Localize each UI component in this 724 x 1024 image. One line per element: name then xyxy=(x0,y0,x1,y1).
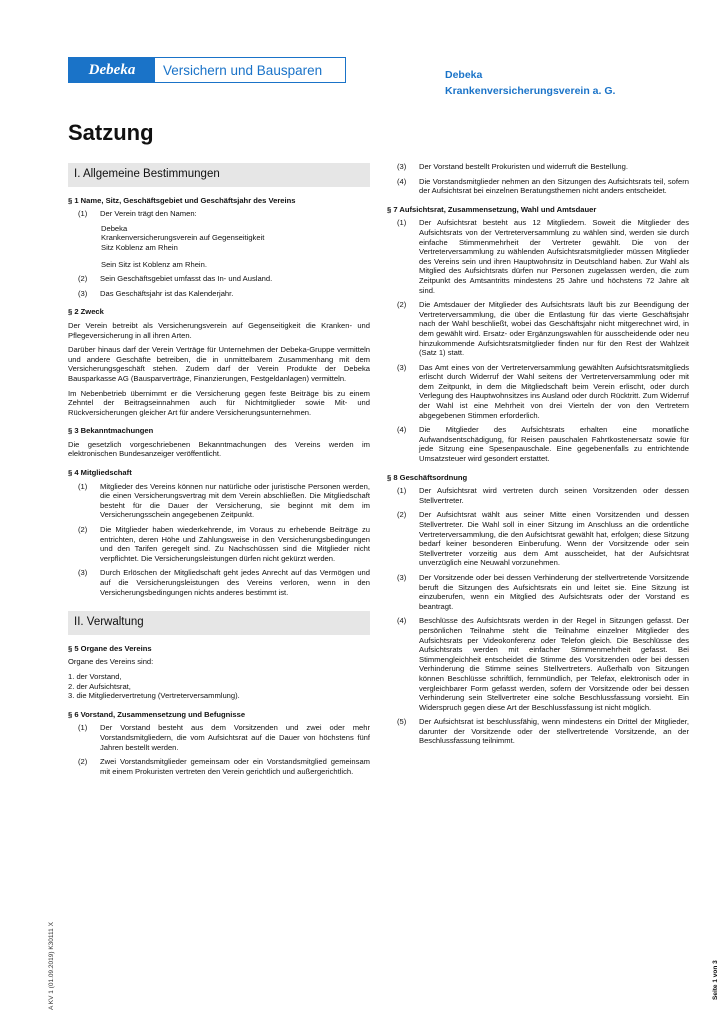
item-number: (5) xyxy=(397,717,407,727)
item-number: (2) xyxy=(78,757,88,767)
list-item xyxy=(387,510,689,568)
item-text: Der Aufsichtsrat ist beschlussfähig, wenn mindestens ein Drittel der Mitglieder, darunter der Vorsitzende oder der stellvertretende Vorsitzende, an der Beschlussfassung teilnimmt. xyxy=(419,717,689,746)
item-text: Die Amtsdauer der Mitglieder des Aufsichtsrats läuft bis zur Beendigung der Vertreterversammlung, die über die Entlastung für das vierte Geschäftsjahr nach der Wahl beschließt, wobei das Geschäftsjahr nicht mitgerechnet wird, in dem gewählt wird. Ersatz- oder Ergänzungswahlen für ausscheidende oder neu hinzukommende Aufsichtsratsmitglieder finden nur für den Rest der Wahlzeit (Satz 1) statt. xyxy=(419,300,689,358)
item-text: Der Verein trägt den Namen: xyxy=(100,209,197,219)
item-text: Die Vorstandsmitglieder nehmen an den Sitzungen des Aufsichtsrats teil, sofern der Aufsichtsrat bei einzelnen Beratungsthemen nicht anders entscheidet. xyxy=(419,176,689,196)
form-code: A KV 1 (01.09.2019) K30111 X xyxy=(48,922,55,1010)
item-number: (3) xyxy=(397,162,407,171)
company-line-2: Krankenversicherungsverein a. G. xyxy=(445,85,616,97)
item-text: Das Amt eines von der Vertreterversammlung gewählten Aufsichtsratsmitglieds erlischt durch Widerruf der Wahl seitens der Vertreterversammlung oder mit dem Zeitpunkt, in dem die Mitgliedschaft beim Verein erlischt, oder durch Verlegung des Hauptwohnsitzes ins Ausland oder durch Rücktritt. Zum Widerruf der Wahl ist eine Mehrheit von drei Vierteln der von den Vertretern abgegebenen Stimmen erforderlich. xyxy=(419,362,689,420)
list-item xyxy=(68,274,370,284)
list-item xyxy=(68,568,370,597)
list-item xyxy=(387,218,689,295)
item-number: (4) xyxy=(397,616,407,626)
list-item xyxy=(387,162,689,172)
item-text: Die Mitglieder haben wiederkehrende, im Voraus zu erhebende Beiträge zu entrichten, deren Höhe und Zahlungsweise in den Versicherungsbedingungen und den Tarifen geregelt sind. Zu Nachschüssen sind die Mitglieder nicht verpflichtet. Die Versicherungsleistungen dürfen nicht gekürzt werden. xyxy=(100,525,370,563)
paragraph-heading-7: § 7 Aufsichtsrat, Zusammensetzung, Wahl und Amtsdauer xyxy=(387,204,597,214)
item-number: (3) xyxy=(397,362,407,372)
list-item: 1. der Vorstand, xyxy=(68,671,122,681)
list-item xyxy=(68,482,370,520)
list-item xyxy=(387,717,689,746)
item-text: Der Aufsichtsrat wird vertreten durch seinen Vorsitzenden oder dessen Stellvertreter. xyxy=(419,486,689,505)
logo-tagline: Versichern und Bausparen xyxy=(163,62,323,78)
logo-wordmark: Debeka xyxy=(69,58,155,82)
company-name xyxy=(445,67,615,99)
paragraph-heading-5: § 5 Organe des Vereins xyxy=(68,643,152,653)
list-item xyxy=(68,757,370,776)
association-name-line: Krankenversicherungsverein auf Gegenseitigkeit xyxy=(101,233,265,243)
list-item: 2. der Aufsichtsrat, xyxy=(68,681,131,691)
section-heading-administration: II. Verwaltung xyxy=(68,611,370,635)
list-item xyxy=(68,289,370,299)
list-item xyxy=(387,573,689,611)
paragraph-heading-1: § 1 Name, Sitz, Geschäftsgebiet und Geschäftsjahr des Vereins xyxy=(68,195,296,205)
company-line-1: Debeka xyxy=(445,69,483,81)
item-text: Beschlüsse des Aufsichtsrats werden in der Regel in Sitzungen gefasst. Der persönlichen Teilnahme steht die Teilnahme einzelner Mitglieder des Aufsichtsrats per Videokonferenz oder Telefon gleich. Die Beschlüsse des Aufsichtsrats werden mit einfacher Stimmenmehrheit gefasst. Bei Stimmengleichheit entscheidet die Stimme des Vorsitzenden oder bei dessen Verhinderung die Stimme seines Stellvertreters. Außerhalb von Sitzungen können Beschlüsse schriftlich, fernmündlich, per Telefax, elektronisch oder in vergleichbarer Form gefasst werden, sofern der Vorsitzende oder bei dessen Verhinderung sein Stellvertreter eine solche Beschlussfassung vorsieht. Ein Widerspruch gegen diese Art der Beschlussfassung ist nicht möglich. xyxy=(419,616,689,712)
left-column xyxy=(68,163,370,781)
list-item xyxy=(68,209,370,219)
item-number: (1) xyxy=(78,209,88,219)
list-item xyxy=(387,616,689,712)
item-text: Zwei Vorstandsmitglieder gemeinsam oder ein Vorstandsmitglied gemeinsam mit einem Prokuristen vertreten den Verein gerichtlich und außergerichtlich. xyxy=(100,757,370,776)
body-paragraph: Die gesetzlich vorgeschriebenen Bekanntmachungen des Vereins werden im elektronischen Bundesanzeiger veröffentlicht. xyxy=(68,439,370,459)
seat-text: Sein Sitz ist Koblenz am Rhein. xyxy=(101,259,207,269)
item-text: Die Mitglieder des Aufsichtsrats erhalten eine monatliche Aufwandsentschädigung, für Reisen pauschalen Fahrtkostenersatz sowie für jede Sitzung eine Spesenpauschale. Eine gegebenenfalls zu entrichtende Umsatzsteuer wird gesondert erstattet. xyxy=(419,425,689,464)
list-item xyxy=(387,177,689,196)
item-text: Der Aufsichtsrat besteht aus 12 Mitgliedern. Soweit die Mitglieder des Aufsichtsrats von der Vertreterversammlung zu wählen sind, werden sie durch einfache Stimmenmehrheit der Vertreter gewählt. Die von der Vertreterversammlung zu wählenden Aufsichtsratsmitglieder müssen Mitglieder des Vereins sein und ihren Hauptwohnsitz in Deutschland haben. Zur Wahl als Mitglied des Aufsichtsrats dürfen nur Personen zugelassen werden, die zum Zeitpunkt des Amtsantritts mindestens 25 Jahre und höchstens 72 Jahre alt sind. xyxy=(419,218,689,295)
logo xyxy=(68,57,346,83)
item-number: (1) xyxy=(397,486,407,496)
list-item xyxy=(387,486,689,505)
item-number: (2) xyxy=(78,274,88,284)
right-column xyxy=(387,162,689,751)
item-text: Der Vorstand bestellt Prokuristen und widerruft die Bestellung. xyxy=(419,162,628,171)
list-item xyxy=(387,300,689,358)
organs-list xyxy=(68,672,370,701)
item-number: (1) xyxy=(397,218,407,228)
item-number: (1) xyxy=(78,481,88,491)
page-number: Seite 1 von 3 xyxy=(712,960,719,1000)
body-paragraph: Darüber hinaus darf der Verein Verträge für Unternehmen der Debeka-Gruppe vermitteln und andere Geschäfte betreiben, die in unmittelbarem Zusammenhang mit dem Versicherungsgeschäft stehen. Zudem darf der Verein Produkte der Debeka Bausparkasse AG (Bausparverträge, Finanzierungen, Festgeldanlagen) vermitteln. xyxy=(68,345,370,383)
association-name-block xyxy=(68,224,370,269)
item-text: Sein Geschäftsgebiet umfasst das In- und Ausland. xyxy=(100,274,273,284)
paragraph-heading-3: § 3 Bekanntmachungen xyxy=(68,426,154,436)
item-number: (1) xyxy=(78,723,88,733)
item-text: Mitglieder des Vereins können nur natürliche oder juristische Personen werden, die einen Versicherungsvertrag mit dem Verein abschließen. Die Mitgliedschaft besteht für die Dauer der Versicherung, sie beginnt mit dem im Versicherungsschein angegebenen Zeitpunkt. xyxy=(100,481,370,520)
paragraph-heading-4: § 4 Mitgliedschaft xyxy=(68,468,132,478)
body-paragraph: Im Nebenbetrieb übernimmt er die Versicherung gegen feste Beiträge bis zu einem Zehntel der Beitragseinnahmen auch für Nichtmitglieder sowie Mit- und Rückversicherungen gleicher Art für andere Versicherungsunternehmen. xyxy=(68,388,370,417)
item-text: Durch Erlöschen der Mitgliedschaft geht jedes Anrecht auf das Vermögen und auf die Versicherungsleistungen des Vereins verloren, wenn in den Versicherungsbedingungen nichts anderes bestimmt ist. xyxy=(100,568,370,597)
list-item xyxy=(68,525,370,563)
list-item xyxy=(387,363,689,421)
item-text: Der Vorstand besteht aus dem Vorsitzenden und zwei oder mehr Vorstandsmitgliedern, die vom Aufsichtsrat auf die Dauer von höchstens fünf Jahren bestellt werden. xyxy=(100,723,370,752)
list-item: 3. die Mitgliedervertretung (Vertreterversammlung). xyxy=(68,691,240,701)
item-number: (3) xyxy=(397,572,407,582)
item-number: (3) xyxy=(78,288,88,298)
item-number: (4) xyxy=(397,425,407,435)
item-number: (4) xyxy=(397,176,407,186)
association-name-line: Sitz Koblenz am Rhein xyxy=(101,242,178,252)
paragraph-heading-2: § 2 Zweck xyxy=(68,307,104,317)
item-number: (2) xyxy=(397,300,407,310)
item-number: (2) xyxy=(78,525,88,535)
item-text: Der Aufsichtsrat wählt aus seiner Mitte einen Vorsitzenden und dessen Stellvertreter. Die Wahl soll in einer Sitzung im Anschluss an die ordentliche Vertreterversammlung, die den Aufsichtsrat gewählt hat, erfolgen; diese Sitzung bedarf keiner besonderen Einberufung. Wenn der Vorsitzende oder sein Stellvertreter vorzeitig aus dem Amt ausscheidet, hat der Aufsichtsrat unverzüglich eine Neuwahl vorzunehmen. xyxy=(419,510,689,568)
paragraph-heading-8: § 8 Geschäftsordnung xyxy=(387,472,468,482)
list-item xyxy=(68,723,370,752)
item-text: Der Vorsitzende oder bei dessen Verhinderung der stellvertretende Vorsitzende beruft die Sitzungen des Aufsichtsrats ein und leitet sie. Eine Sitzung ist einzuberufen, wenn ein Mitglied des Aufsichtsrats oder der Vorstand es beantragt. xyxy=(419,572,689,611)
list-item xyxy=(387,425,689,463)
item-number: (3) xyxy=(78,568,88,578)
section-heading-general: I. Allgemeine Bestimmungen xyxy=(68,163,370,187)
association-name-line: Debeka xyxy=(101,223,128,233)
page-title: Satzung xyxy=(68,120,154,145)
body-paragraph: Der Verein betreibt als Versicherungsverein auf Gegenseitigkeit die Kranken- und Pflegeversicherung in all ihren Arten. xyxy=(68,320,370,340)
item-text: Das Geschäftsjahr ist das Kalenderjahr. xyxy=(100,288,234,298)
body-paragraph: Organe des Vereins sind: xyxy=(68,657,154,667)
item-number: (2) xyxy=(397,510,407,520)
paragraph-heading-6: § 6 Vorstand, Zusammensetzung und Befugnisse xyxy=(68,709,246,719)
